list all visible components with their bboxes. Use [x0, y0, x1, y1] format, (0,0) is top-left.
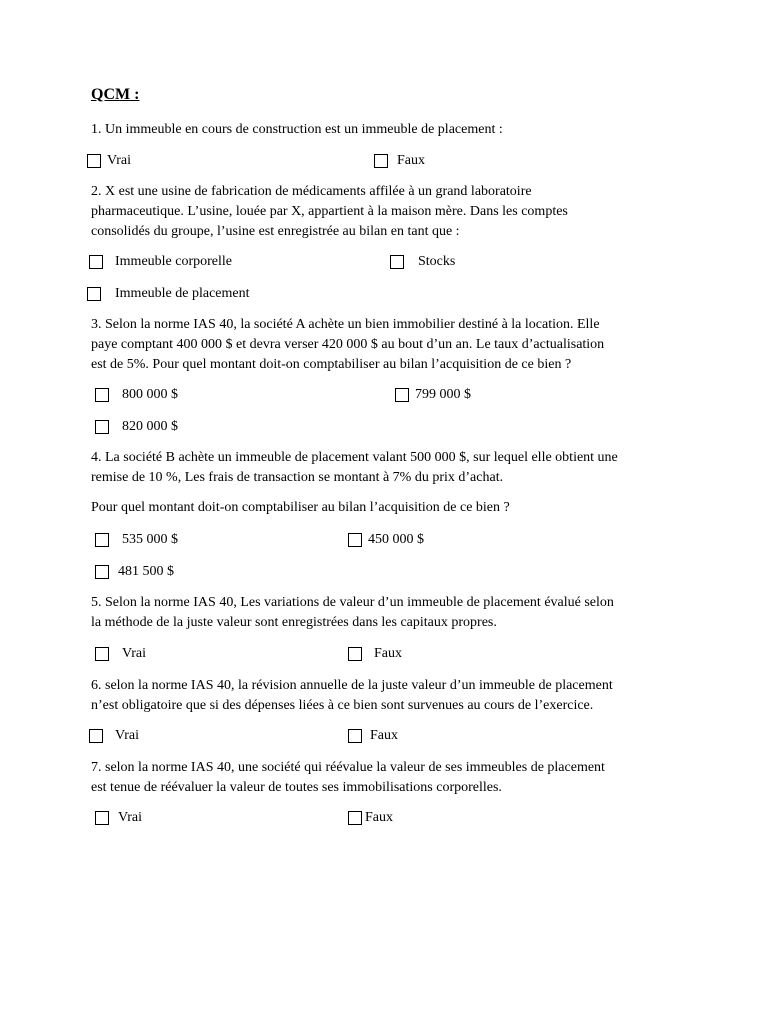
page-title: QCM : — [91, 86, 140, 103]
option-q6-vrai[interactable] — [89, 727, 139, 745]
option-q7-faux[interactable] — [348, 809, 393, 827]
option-label: Vrai — [107, 153, 132, 168]
option-q7-vrai[interactable] — [95, 809, 142, 827]
option-q1-vrai[interactable] — [87, 152, 131, 170]
checkbox-icon[interactable] — [87, 154, 101, 168]
question-1-text: 1. Un immeuble en cours de construction est un immeuble de placement : — [91, 122, 503, 137]
checkbox-icon[interactable] — [95, 647, 109, 661]
option-q4-481500[interactable] — [95, 563, 174, 581]
checkbox-icon[interactable] — [348, 533, 362, 547]
checkbox-icon[interactable] — [95, 565, 109, 579]
question-4-subtext: Pour quel montant doit-on comptabiliser au bilan l’acquisition de ce bien ? — [91, 500, 510, 515]
checkbox-icon[interactable] — [95, 388, 109, 402]
checkbox-icon[interactable] — [390, 255, 404, 269]
option-label: Vrai — [118, 810, 143, 825]
checkbox-icon[interactable] — [89, 729, 103, 743]
checkbox-icon[interactable] — [87, 287, 101, 301]
option-label: Immeuble de placement — [115, 286, 250, 301]
option-q3-799000[interactable] — [395, 386, 471, 404]
checkbox-icon[interactable] — [348, 811, 362, 825]
option-label: Vrai — [122, 646, 147, 661]
option-label: 450 000 $ — [368, 532, 424, 547]
question-5-text: 5. Selon la norme IAS 40, Les variations de valeur d’un immeuble de placement évalué selon la méthode de la juste valeur sont enregistrées dans les capitaux propres. — [91, 595, 614, 630]
checkbox-icon[interactable] — [95, 533, 109, 547]
option-q6-faux[interactable] — [348, 727, 398, 745]
question-6-text: 6. selon la norme IAS 40, la révision annuelle de la juste valeur d’un immeuble de placement n’est obligatoire que si des dépenses liées à ce bien sont survenues au cours de l’exercice. — [91, 678, 613, 713]
option-label: Faux — [397, 153, 425, 168]
option-q3-820000[interactable] — [95, 418, 178, 436]
option-q4-450000[interactable] — [348, 531, 424, 549]
option-q2-stocks[interactable] — [390, 253, 455, 271]
option-label: Stocks — [418, 254, 456, 269]
option-q5-vrai[interactable] — [95, 645, 146, 663]
option-label: 535 000 $ — [122, 532, 178, 547]
checkbox-icon[interactable] — [95, 811, 109, 825]
option-q4-535000[interactable] — [95, 531, 178, 549]
option-q5-faux[interactable] — [348, 645, 402, 663]
option-label: 481 500 $ — [118, 564, 174, 579]
checkbox-icon[interactable] — [395, 388, 409, 402]
option-label: 800 000 $ — [122, 387, 178, 402]
option-q1-faux[interactable] — [374, 152, 425, 170]
checkbox-icon[interactable] — [95, 420, 109, 434]
option-q2-immeuble-corporelle[interactable] — [89, 253, 232, 271]
option-q2-immeuble-placement[interactable] — [87, 285, 250, 303]
checkbox-icon[interactable] — [89, 255, 103, 269]
option-label: Immeuble corporelle — [115, 254, 233, 269]
checkbox-icon[interactable] — [374, 154, 388, 168]
checkbox-icon[interactable] — [348, 647, 362, 661]
question-4-text: 4. La société B achète un immeuble de placement valant 500 000 $, sur lequel elle obtient une remise de 10 %, Les frais de transaction se montant à 7% du prix d’achat. — [91, 450, 618, 485]
option-q3-800000[interactable] — [95, 386, 178, 404]
question-7-text: 7. selon la norme IAS 40, une société qui réévalue la valeur de ses immeubles de placement est tenue de réévaluer la valeur de toutes ses immobilisations corporelles. — [91, 760, 605, 795]
option-label: 820 000 $ — [122, 419, 178, 434]
question-2-text: 2. X est une usine de fabrication de médicaments affilée à un grand laboratoire pharmaceutique. L’usine, louée par X, appartient à la maison mère. Dans les comptes consolidés du groupe, l’usine est enregistrée au bilan en tant que : — [91, 184, 568, 239]
option-label: Faux — [365, 810, 393, 825]
option-label: 799 000 $ — [415, 387, 471, 402]
option-label: Vrai — [115, 728, 140, 743]
checkbox-icon[interactable] — [348, 729, 362, 743]
question-3-text: 3. Selon la norme IAS 40, la société A achète un bien immobilier destiné à la location. Elle paye comptant 400 000 $ et devra verser 420 000 $ au bout d’un an. Le taux d’actualisation est de 5%. Pour quel montant doit-on comptabiliser au bilan l’acquisition de ce bien ? — [91, 317, 605, 372]
option-label: Faux — [374, 646, 402, 661]
option-label: Faux — [370, 728, 398, 743]
